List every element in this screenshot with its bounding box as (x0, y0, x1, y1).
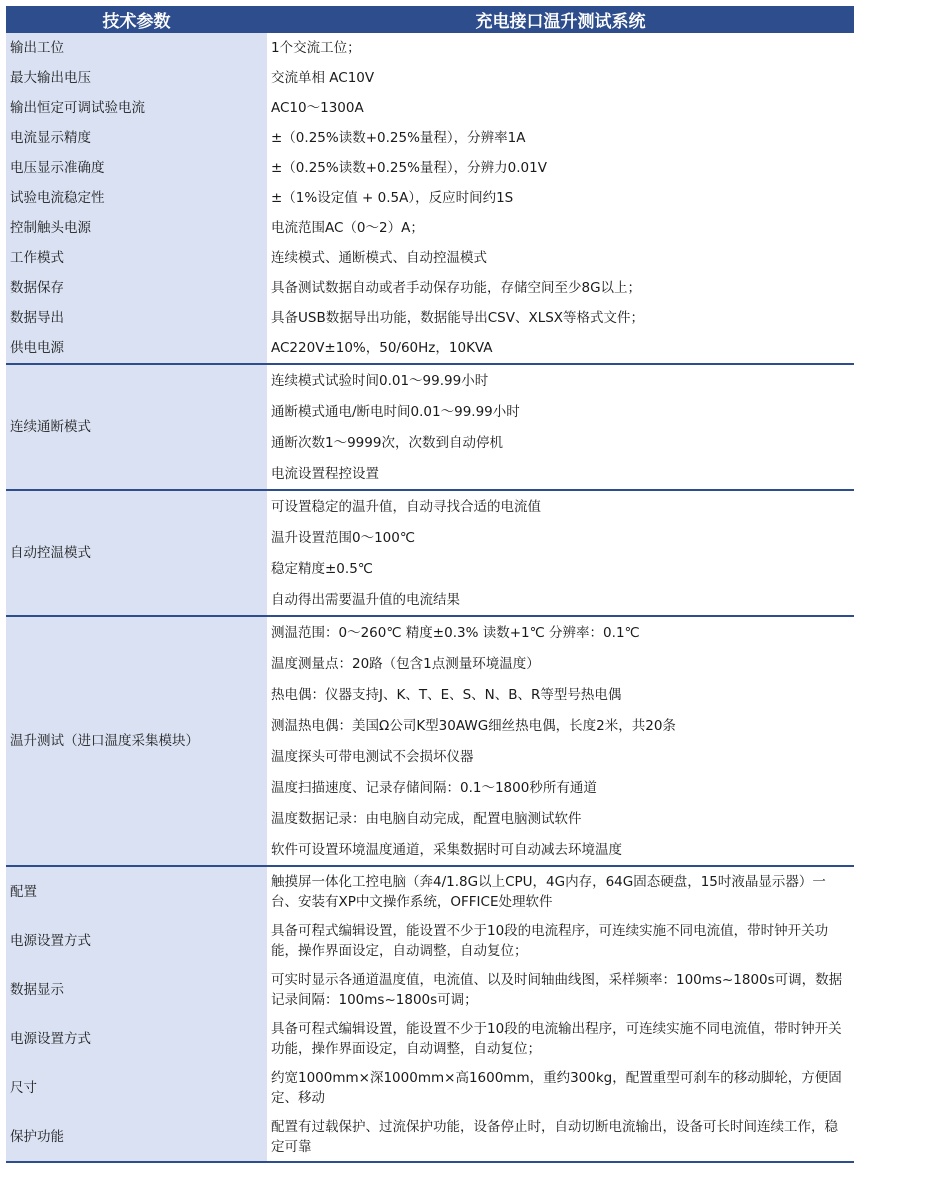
group-line: 热电偶：仪器支持J、K、T、E、S、N、B、R等型号热电偶 (267, 679, 854, 710)
row-value: AC220V±10%，50/60Hz，10KVA (267, 333, 854, 364)
row-label: 输出恒定可调试验电流 (6, 93, 267, 123)
row-label: 保护功能 (6, 1112, 267, 1162)
row-value: 交流单相 AC10V (267, 63, 854, 93)
table-row (6, 1112, 854, 1162)
row-label: 供电电源 (6, 333, 267, 364)
row-label: 控制触头电源 (6, 213, 267, 243)
row-value: ±（0.25%读数+0.25%量程），分辨率1A (267, 123, 854, 153)
row-value: 具备USB数据导出功能，数据能导出CSV、XLSX等格式文件； (267, 303, 854, 333)
group-line: 自动得出需要温升值的电流结果 (267, 584, 854, 616)
row-value: 配置有过载保护、过流保护功能，设备停止时，自动切断电流输出，设备可长时间连续工作，稳定可靠 (267, 1112, 854, 1162)
table-row (6, 303, 854, 333)
table-row (6, 213, 854, 243)
row-value: 电流范围AC（0～2）A； (267, 213, 854, 243)
group-label-temp-rise: 温升测试（进口温度采集模块） (6, 616, 267, 866)
group-row-continuous (6, 364, 854, 396)
row-value: 触摸屏一体化工控电脑（奔4/1.8G以上CPU，4G内存，64G固态硬盘，15吋液晶显示器）一台、安装有XP中文操作系统，OFFICE处理软件 (267, 866, 854, 916)
table-row (6, 273, 854, 303)
group-line: 温升设置范围0～100℃ (267, 522, 854, 553)
group-line: 温度测量点：20路（包含1点测量环境温度） (267, 648, 854, 679)
table-row (6, 153, 854, 183)
row-value: 连续模式、通断模式、自动控温模式 (267, 243, 854, 273)
table-row (6, 866, 854, 916)
group-line: 温度数据记录：由电脑自动完成，配置电脑测试软件 (267, 803, 854, 834)
row-label: 电源设置方式 (6, 916, 267, 965)
row-value: ±（0.25%读数+0.25%量程），分辨力0.01V (267, 153, 854, 183)
table-row (6, 33, 854, 63)
group-line: 电流设置程控设置 (267, 458, 854, 490)
table-row (6, 93, 854, 123)
group-line: 通断模式通电/断电时间0.01～99.99小时 (267, 396, 854, 427)
table-row (6, 916, 854, 965)
spec-sheet (6, 6, 854, 1163)
table-row (6, 1014, 854, 1063)
group-line: 测温热电偶：美国Ω公司K型30AWG细丝热电偶，长度2米，共20条 (267, 710, 854, 741)
header-row (6, 6, 854, 33)
group-row-auto-temp (6, 490, 854, 522)
row-label: 电压显示准确度 (6, 153, 267, 183)
table-row (6, 123, 854, 153)
row-value: AC10～1300A (267, 93, 854, 123)
header-system: 充电接口温升测试系统 (267, 6, 854, 33)
row-label: 电源设置方式 (6, 1014, 267, 1063)
row-value: 1个交流工位； (267, 33, 854, 63)
group-line: 稳定精度±0.5℃ (267, 553, 854, 584)
header-param: 技术参数 (6, 6, 267, 33)
table-row (6, 243, 854, 273)
group-row-temp-rise (6, 616, 854, 648)
spec-table (6, 6, 854, 1163)
row-label: 最大输出电压 (6, 63, 267, 93)
row-label: 配置 (6, 866, 267, 916)
row-label: 工作模式 (6, 243, 267, 273)
table-row (6, 183, 854, 213)
table-row (6, 1063, 854, 1112)
row-value: 具备可程式编辑设置，能设置不少于10段的电流程序，可连续实施不同电流值，带时钟开关功能，操作界面设定，自动调整，自动复位； (267, 916, 854, 965)
group-label-auto-temp: 自动控温模式 (6, 490, 267, 616)
table-row (6, 965, 854, 1014)
table-row (6, 63, 854, 93)
row-label: 数据显示 (6, 965, 267, 1014)
row-label: 试验电流稳定性 (6, 183, 267, 213)
row-value: 可实时显示各通道温度值，电流值、以及时间轴曲线图，采样频率：100ms~1800s可调，数据记录间隔：100ms~1800s可调； (267, 965, 854, 1014)
row-label: 数据保存 (6, 273, 267, 303)
row-value: 具备测试数据自动或者手动保存功能，存储空间至少8G以上； (267, 273, 854, 303)
row-value: ±（1%设定值 + 0.5A），反应时间约1S (267, 183, 854, 213)
row-label: 输出工位 (6, 33, 267, 63)
group-line: 软件可设置环境温度通道，采集数据时可自动减去环境温度 (267, 834, 854, 866)
table-row (6, 333, 854, 364)
group-line: 可设置稳定的温升值，自动寻找合适的电流值 (267, 490, 854, 522)
row-label: 数据导出 (6, 303, 267, 333)
row-value: 约宽1000mm×深1000mm×高1600mm，重约300kg，配置重型可刹车的移动脚轮，方便固定、移动 (267, 1063, 854, 1112)
row-value: 具备可程式编辑设置，能设置不少于10段的电流输出程序，可连续实施不同电流值，带时钟开关功能，操作界面设定，自动调整，自动复位； (267, 1014, 854, 1063)
group-label-continuous: 连续通断模式 (6, 364, 267, 490)
row-label: 电流显示精度 (6, 123, 267, 153)
group-line: 通断次数1～9999次，次数到自动停机 (267, 427, 854, 458)
group-line: 测温范围：0～260℃ 精度±0.3% 读数+1℃ 分辨率：0.1℃ (267, 616, 854, 648)
group-line: 温度探头可带电测试不会损坏仪器 (267, 741, 854, 772)
group-line: 温度扫描速度、记录存储间隔：0.1～1800秒所有通道 (267, 772, 854, 803)
group-line: 连续模式试验时间0.01～99.99小时 (267, 364, 854, 396)
row-label: 尺寸 (6, 1063, 267, 1112)
